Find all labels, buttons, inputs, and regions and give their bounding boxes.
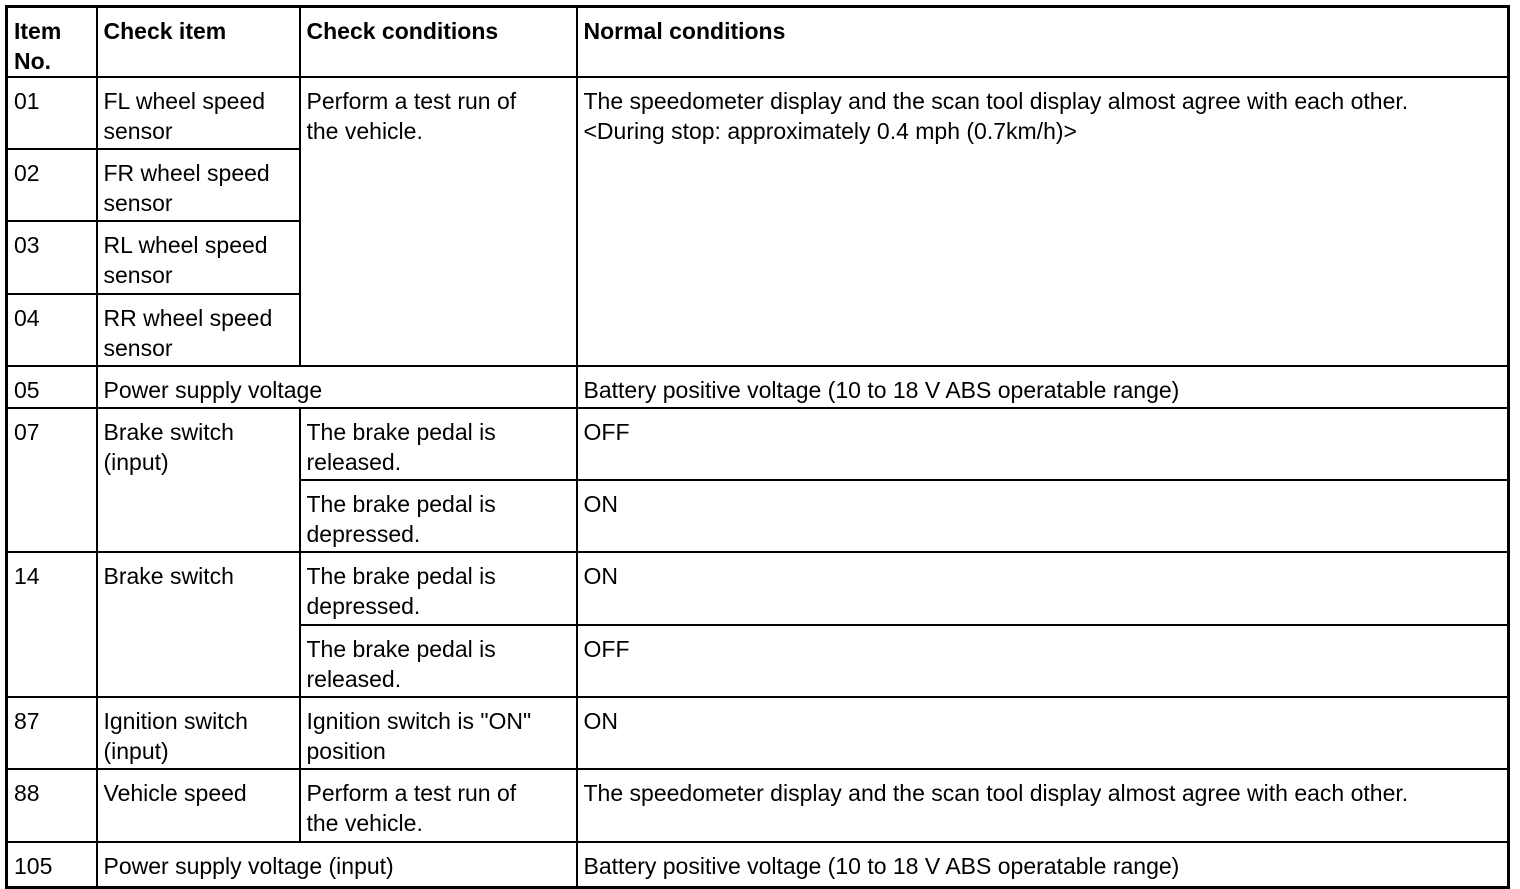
check-items-table: [5, 5, 1510, 889]
table-row-105: [7, 842, 1509, 887]
item-no-cell: 105: [7, 842, 97, 887]
table-row-07: [7, 408, 1509, 480]
item-no-cell: 88: [7, 769, 97, 842]
table-header-row: [7, 7, 1509, 78]
check-conditions-cell: Ignition switch is "ON" position: [300, 697, 577, 769]
item-no-cell: 05: [7, 366, 97, 408]
normal-conditions-cell: ON: [577, 552, 1509, 625]
normal-conditions-cell: Battery positive voltage (10 to 18 V ABS operatable range): [577, 842, 1509, 887]
normal-conditions-cell: The speedometer display and the scan tool display almost agree with each other.: [577, 769, 1509, 842]
spec-table-container: [5, 5, 1510, 889]
check-item-cell: Brake switch: [97, 552, 300, 697]
normal-conditions-cell: ON: [577, 480, 1509, 552]
item-no-cell: 04: [7, 294, 97, 366]
check-conditions-cell: The brake pedal is depressed.: [300, 480, 577, 552]
header-check-item: Check item: [97, 7, 300, 78]
check-item-cell: Ignition switch (input): [97, 697, 300, 769]
normal-conditions-cell: ON: [577, 697, 1509, 769]
table-row-01: [7, 77, 1509, 149]
normal-conditions-cell: OFF: [577, 625, 1509, 697]
check-conditions-cell: Perform a test run of the vehicle.: [300, 769, 577, 842]
check-item-cell: Vehicle speed: [97, 769, 300, 842]
table-row-14: [7, 552, 1509, 625]
normal-conditions-cell: OFF: [577, 408, 1509, 480]
item-no-cell: 03: [7, 221, 97, 294]
normal-conditions-cell: The speedometer display and the scan tool display almost agree with each other. <During stop: approximately 0.4 mph (0.7km/h)>: [577, 77, 1509, 366]
check-conditions-cell: The brake pedal is depressed.: [300, 552, 577, 625]
header-check-conditions: Check conditions: [300, 7, 577, 78]
normal-conditions-cell: Battery positive voltage (10 to 18 V ABS operatable range): [577, 366, 1509, 408]
table-row-87: [7, 697, 1509, 769]
item-no-cell: 14: [7, 552, 97, 697]
header-normal-conditions: Normal conditions: [577, 7, 1509, 78]
table-row-05: [7, 366, 1509, 408]
check-conditions-cell: The brake pedal is released.: [300, 408, 577, 480]
check-conditions-cell: Perform a test run of the vehicle.: [300, 77, 577, 366]
item-no-cell: 02: [7, 149, 97, 221]
check-item-cell: FR wheel speed sensor: [97, 149, 300, 221]
item-no-cell: 07: [7, 408, 97, 552]
check-item-cell: Power supply voltage: [97, 366, 577, 408]
item-no-cell: 01: [7, 77, 97, 149]
header-item-no: Item No.: [7, 7, 97, 78]
table-row-88: [7, 769, 1509, 842]
check-item-cell: RR wheel speed sensor: [97, 294, 300, 366]
check-item-cell: Brake switch (input): [97, 408, 300, 552]
check-item-cell: FL wheel speed sensor: [97, 77, 300, 149]
check-item-cell: RL wheel speed sensor: [97, 221, 300, 294]
check-conditions-cell: The brake pedal is released.: [300, 625, 577, 697]
item-no-cell: 87: [7, 697, 97, 769]
check-item-cell: Power supply voltage (input): [97, 842, 577, 887]
